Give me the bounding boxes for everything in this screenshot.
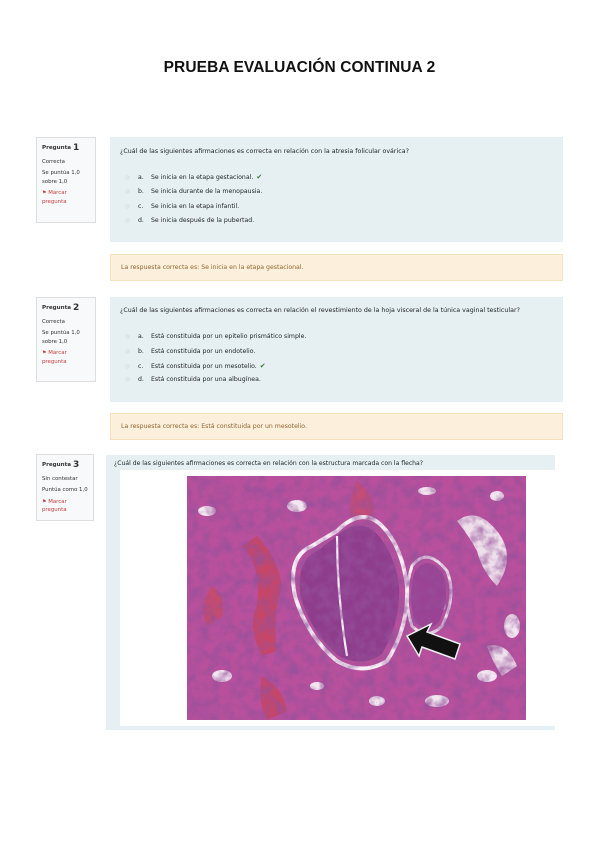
histology-image xyxy=(187,476,526,720)
answer-option-d[interactable] xyxy=(125,217,254,224)
answer-text: Se inicia en la etapa infantil. xyxy=(151,203,240,210)
flag-icon: ⚑ xyxy=(42,190,47,197)
radio-button[interactable] xyxy=(125,204,130,209)
flag-label: Marcar xyxy=(48,350,67,357)
answer-text: Está constituida por un mesotelio. xyxy=(151,362,257,370)
question-grade xyxy=(42,329,90,346)
check-icon: ✔ xyxy=(256,173,263,181)
flag-icon: ⚑ xyxy=(42,350,47,357)
question-number-value: 2 xyxy=(73,303,80,313)
question-info-3 xyxy=(36,454,94,521)
question-number xyxy=(42,142,90,156)
answer-letter: d. xyxy=(138,376,144,383)
question-number-value: 1 xyxy=(73,143,80,153)
answer-letter: c. xyxy=(138,203,144,210)
question-state: Correcta xyxy=(42,158,65,165)
answer-letter: a. xyxy=(138,173,144,181)
question-state: Sin contestar xyxy=(42,475,78,482)
radio-button[interactable] xyxy=(125,218,130,223)
feedback-text: La respuesta correcta es: Está constituida por un mesotelio. xyxy=(121,423,307,430)
question-text: ¿Cuál de las siguientes afirmaciones es correcta en relación con la estructura marcada con la flecha? xyxy=(114,460,424,467)
answer-option-b[interactable] xyxy=(125,348,255,355)
question-number xyxy=(42,459,88,473)
feedback-box-2 xyxy=(110,413,563,440)
flag-question-link[interactable] xyxy=(42,349,90,366)
flag-icon: ⚑ xyxy=(42,498,47,505)
flag-question-link[interactable] xyxy=(42,189,90,206)
question-label: Pregunta xyxy=(42,462,72,468)
grade-line: sobre 1,0 xyxy=(42,338,68,345)
answer-option-a[interactable] xyxy=(125,333,306,340)
radio-button[interactable] xyxy=(125,334,130,339)
answer-option-b[interactable] xyxy=(125,188,262,195)
answer-text: Se inicia después de la pubertad. xyxy=(151,217,255,224)
question-label: Pregunta xyxy=(42,305,72,311)
grade-line: Se puntúa 1,0 xyxy=(42,330,80,337)
radio-button[interactable] xyxy=(125,377,130,382)
question-grade: Puntúa como 1,0 xyxy=(42,487,88,494)
answer-letter: a. xyxy=(138,333,144,340)
question-state: Correcta xyxy=(42,318,65,325)
question-number-value: 3 xyxy=(73,460,80,470)
answer-option-a[interactable] xyxy=(125,173,262,181)
answer-option-d[interactable] xyxy=(125,376,261,383)
question-label: Pregunta xyxy=(42,145,72,151)
radio-button[interactable] xyxy=(125,175,130,180)
answer-text: Está constituida por un endotelio. xyxy=(151,348,256,355)
feedback-box-1 xyxy=(110,254,563,281)
radio-button[interactable] xyxy=(125,189,130,194)
radio-button[interactable] xyxy=(125,364,130,369)
question-info-2 xyxy=(36,297,96,382)
question-info-1 xyxy=(36,137,96,223)
flag-label: Marcar xyxy=(48,190,67,197)
kidney-glomerulus-micrograph xyxy=(187,476,526,720)
answer-text: Está constituida por un epitelio prismático simple. xyxy=(151,333,307,340)
grade-line: sobre 1,0 xyxy=(42,178,68,185)
flag-label: pregunta xyxy=(42,507,67,514)
flag-label: pregunta xyxy=(42,358,67,365)
answer-text: Se inicia durante de la menopausia. xyxy=(151,188,263,195)
answer-letter: d. xyxy=(138,217,144,224)
answer-option-c[interactable] xyxy=(125,362,266,370)
answer-letter: c. xyxy=(138,362,144,370)
answer-letter: b. xyxy=(138,348,144,355)
check-icon: ✔ xyxy=(259,362,266,370)
answer-option-c[interactable] xyxy=(125,203,239,210)
answer-text: Se inicia en la etapa gestacional. xyxy=(151,173,254,181)
question-text: ¿Cuál de las siguientes afirmaciones es correcta en relación el revestimiento de la hoja visceral de la túnica vaginal testicular? xyxy=(120,307,520,314)
feedback-text: La respuesta correcta es: Se inicia en la etapa gestacional. xyxy=(121,264,304,271)
question-text: ¿Cuál de las siguientes afirmaciones es correcta en relación con la atresia folicular ovárica? xyxy=(120,148,409,155)
page-title: PRUEBA EVALUACIÓN CONTINUA 2 xyxy=(163,59,436,76)
grade-line: Se puntúa 1,0 xyxy=(42,170,80,177)
question-grade xyxy=(42,169,90,186)
answer-letter: b. xyxy=(138,188,144,195)
radio-button[interactable] xyxy=(125,349,130,354)
question-number xyxy=(42,302,90,316)
flag-label: Marcar xyxy=(48,498,67,505)
answer-text: Está constituida por una albugínea. xyxy=(151,376,261,383)
flag-label: pregunta xyxy=(42,198,67,205)
flag-question-link[interactable] xyxy=(42,498,88,515)
